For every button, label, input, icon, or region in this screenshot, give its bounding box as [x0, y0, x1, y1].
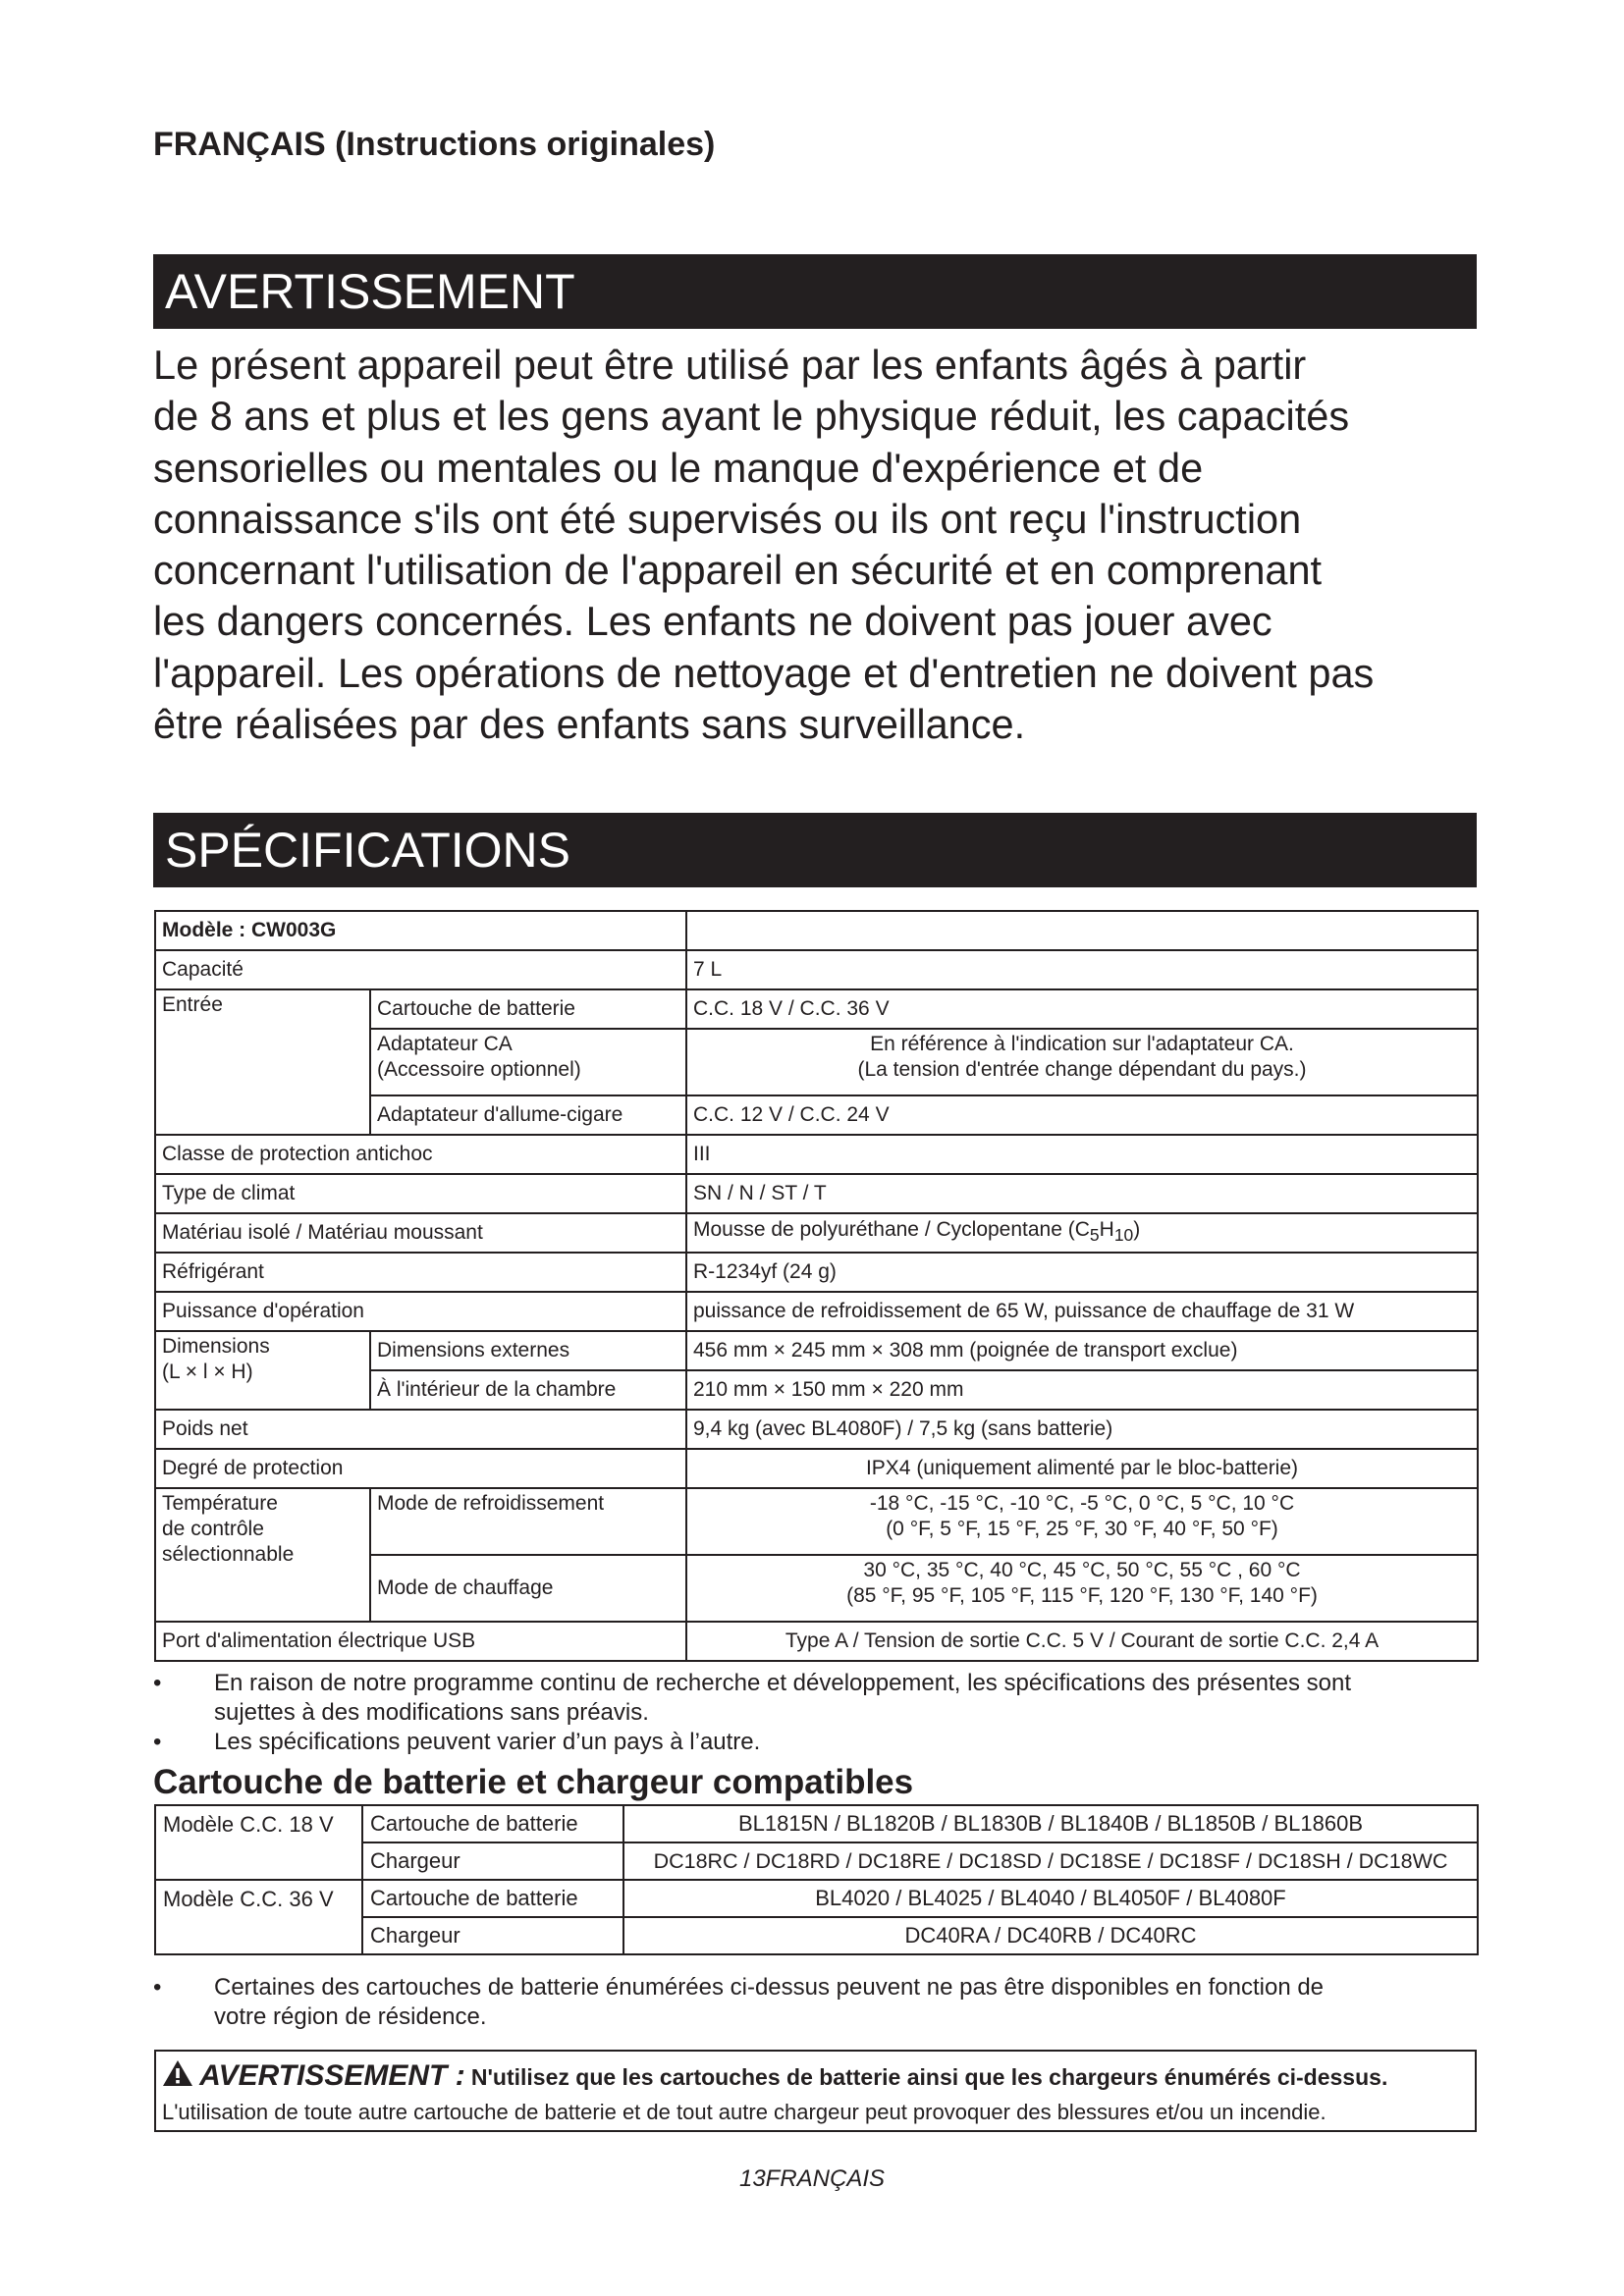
ac-adapter-name: Adaptateur CA — [377, 1033, 513, 1055]
page-language-title: FRANÇAIS (Instructions originales) — [153, 126, 716, 163]
table-row — [155, 1213, 1478, 1253]
ac-adapter-label — [370, 1029, 686, 1095]
refrigerant-label: Réfrigérant — [155, 1253, 686, 1292]
cooling-mode-value — [686, 1488, 1478, 1555]
shock-class-label: Classe de protection antichoc — [155, 1135, 686, 1174]
warning-line: être réalisées par des enfants sans surveillance. — [153, 701, 1026, 748]
climate-type-value: SN / N / ST / T — [686, 1174, 1478, 1213]
battery-36v-value: BL4020 / BL4025 / BL4040 / BL4050F / BL4080F — [623, 1880, 1478, 1917]
page-footer — [0, 2165, 1624, 2193]
table-row — [155, 911, 1478, 950]
insulation-label: Matériau isolé / Matériau moussant — [155, 1213, 686, 1253]
footer-language: FRANÇAIS — [765, 2165, 886, 2192]
model-36v-label: Modèle C.C. 36 V — [155, 1880, 362, 1954]
model-label: Modèle : CW003G — [155, 911, 686, 950]
usb-port-label: Port d'alimentation électrique USB — [155, 1622, 686, 1661]
dimensions-label-line: (L × l × H) — [162, 1361, 253, 1383]
compat-notes — [153, 1973, 1479, 2032]
warning-line: l'appareil. Les opérations de nettoyage et d'entretien ne doivent pas — [153, 649, 1375, 696]
list-item — [153, 1669, 1479, 1728]
net-weight-value: 9,4 kg (avec BL4080F) / 7,5 kg (sans batterie) — [686, 1410, 1478, 1449]
cooling-mode-label: Mode de refroidissement — [370, 1488, 686, 1555]
warning-line: les dangers concernés. Les enfants ne doivent pas jouer avec — [153, 598, 1272, 645]
warning-line: connaissance s'ils ont été supervisés ou ils ont reçu l'instruction — [153, 495, 1302, 542]
external-dimensions-label: Dimensions externes — [370, 1331, 686, 1370]
list-item — [153, 1973, 1479, 2032]
compatible-batteries-title: Cartouche de batterie et chargeur compatibles — [153, 1763, 914, 1801]
specifications-table — [154, 910, 1479, 1662]
charger-36v-value: DC40RA / DC40RB / DC40RC — [623, 1917, 1478, 1954]
cooling-mode-value-line: (0 °F, 5 °F, 15 °F, 25 °F, 30 °F, 40 °F, 50 °F) — [886, 1518, 1278, 1540]
input-label: Entrée — [155, 989, 370, 1135]
warning-line: Le présent appareil peut être utilisé par les enfants âgés à partir — [153, 342, 1307, 388]
dimensions-label — [155, 1331, 370, 1410]
table-row — [155, 1410, 1478, 1449]
external-dimensions-value: 456 mm × 245 mm × 308 mm (poignée de transport exclue) — [686, 1331, 1478, 1370]
spec-notes — [153, 1669, 1479, 1757]
refrigerant-value: R-1234yf (24 g) — [686, 1253, 1478, 1292]
warning-line: de 8 ans et plus et les gens ayant le physique réduit, les capacités — [153, 393, 1350, 440]
warning-line: sensorielles ou mentales ou le manque d'expérience et de — [153, 444, 1204, 491]
model-18v-label: Modèle C.C. 18 V — [155, 1805, 362, 1880]
specifications-banner: SPÉCIFICATIONS — [153, 813, 1477, 887]
protection-degree-value: IPX4 (uniquement alimenté par le bloc-batterie) — [686, 1449, 1478, 1488]
temperature-label-line: de contrôle — [162, 1518, 264, 1540]
table-row — [155, 950, 1478, 989]
page-number: 13 — [738, 2165, 766, 2192]
compatible-batteries-table — [154, 1804, 1479, 1955]
bullet: • — [153, 1729, 162, 1755]
heating-mode-label: Mode de chauffage — [370, 1555, 686, 1622]
battery-input-value: C.C. 18 V / C.C. 36 V — [686, 989, 1478, 1029]
temperature-label — [155, 1488, 370, 1622]
battery-input-label: Cartouche de batterie — [370, 989, 686, 1029]
cigar-adapter-label: Adaptateur d'allume-cigare — [370, 1095, 686, 1135]
internal-dimensions-label: À l'intérieur de la chambre — [370, 1370, 686, 1410]
model-value — [686, 911, 1478, 950]
cooling-mode-value-line: -18 °C, -15 °C, -10 °C, -5 °C, 0 °C, 5 °C, 10 °C — [869, 1492, 1295, 1515]
list-item — [153, 1728, 1479, 1757]
note-line: Certaines des cartouches de batterie énumérées ci-dessus peuvent ne pas être disponibles en fonction de — [214, 1974, 1325, 2001]
dimensions-label-line: Dimensions — [162, 1335, 270, 1358]
table-row — [155, 1292, 1478, 1331]
shock-class-value: III — [686, 1135, 1478, 1174]
warning-triangle-icon — [162, 2059, 193, 2099]
bullet: • — [153, 1670, 162, 1696]
capacity-label: Capacité — [155, 950, 686, 989]
charger-label: Chargeur — [362, 1917, 623, 1954]
warning-paragraph — [153, 340, 1489, 750]
temperature-label-line: Température — [162, 1492, 278, 1515]
temperature-label-line: sélectionnable — [162, 1543, 295, 1566]
heating-mode-value-line: (85 °F, 95 °F, 105 °F, 115 °F, 120 °F, 130 °F, 140 °F) — [846, 1584, 1318, 1607]
warning-box-lead: AVERTISSEMENT : — [199, 2059, 465, 2092]
ac-adapter-value-line: En référence à l'indication sur l'adaptateur CA. — [870, 1033, 1294, 1055]
heating-mode-value — [686, 1555, 1478, 1622]
internal-dimensions-value: 210 mm × 150 mm × 220 mm — [686, 1370, 1478, 1410]
insulation-close: ) — [1133, 1218, 1141, 1242]
usb-port-value: Type A / Tension de sortie C.C. 5 V / Courant de sortie C.C. 2,4 A — [686, 1622, 1478, 1661]
table-row — [155, 1135, 1478, 1174]
insulation-sub-5: 5 — [1089, 1225, 1100, 1246]
bullet: • — [153, 1974, 162, 2001]
note-line: En raison de notre programme continu de recherche et développement, les spécifications des présentes sont — [214, 1670, 1351, 1696]
operating-power-label: Puissance d'opération — [155, 1292, 686, 1331]
warning-box-line2: L'utilisation de toute autre cartouche de batterie et de tout autre chargeur peut provoquer des blessures et/ou un incendie. — [162, 2100, 1326, 2124]
insulation-value — [686, 1213, 1478, 1253]
insulation-text: Mousse de polyuréthane / Cyclopentane (C — [693, 1218, 1090, 1242]
insulation-h: H — [1099, 1218, 1114, 1242]
note-line: sujettes à des modifications sans préavis. — [214, 1699, 649, 1726]
table-row — [155, 1805, 1478, 1842]
warning-box-line — [162, 2057, 1469, 2099]
capacity-value: 7 L — [686, 950, 1478, 989]
ac-adapter-value — [686, 1029, 1478, 1095]
table-row — [155, 1253, 1478, 1292]
climate-type-label: Type de climat — [155, 1174, 686, 1213]
ac-adapter-note: (Accessoire optionnel) — [377, 1058, 581, 1081]
note-line: votre région de résidence. — [214, 2003, 487, 2030]
ac-adapter-value-line: (La tension d'entrée change dépendant du pays.) — [857, 1058, 1307, 1081]
table-row — [155, 1331, 1478, 1370]
battery-cartridge-label: Cartouche de batterie — [362, 1880, 623, 1917]
battery-warning-box — [154, 2050, 1477, 2132]
protection-degree-label: Degré de protection — [155, 1449, 686, 1488]
note-line: Les spécifications peuvent varier d’un pays à l’autre. — [214, 1729, 761, 1755]
charger-label: Chargeur — [362, 1842, 623, 1880]
table-row — [155, 1174, 1478, 1213]
table-row — [155, 1449, 1478, 1488]
net-weight-label: Poids net — [155, 1410, 686, 1449]
insulation-sub-10: 10 — [1113, 1225, 1134, 1246]
heating-mode-value-line: 30 °C, 35 °C, 40 °C, 45 °C, 50 °C, 55 °C , 60 °C — [863, 1559, 1301, 1581]
cigar-adapter-value: C.C. 12 V / C.C. 24 V — [686, 1095, 1478, 1135]
warning-box-message: N'utilisez que les cartouches de batterie ainsi que les chargeurs énumérés ci-dessus. — [470, 2064, 1388, 2090]
battery-cartridge-label: Cartouche de batterie — [362, 1805, 623, 1842]
warning-line: concernant l'utilisation de l'appareil en sécurité et en comprenant — [153, 547, 1323, 594]
table-row — [155, 989, 1478, 1029]
operating-power-value: puissance de refroidissement de 65 W, puissance de chauffage de 31 W — [686, 1292, 1478, 1331]
table-row — [155, 1622, 1478, 1661]
charger-18v-value: DC18RC / DC18RD / DC18RE / DC18SD / DC18SE / DC18SF / DC18SH / DC18WC — [623, 1842, 1478, 1880]
table-row — [155, 1880, 1478, 1917]
battery-18v-value: BL1815N / BL1820B / BL1830B / BL1840B / BL1850B / BL1860B — [623, 1805, 1478, 1842]
warning-banner: AVERTISSEMENT — [153, 254, 1477, 329]
table-row — [155, 1488, 1478, 1555]
